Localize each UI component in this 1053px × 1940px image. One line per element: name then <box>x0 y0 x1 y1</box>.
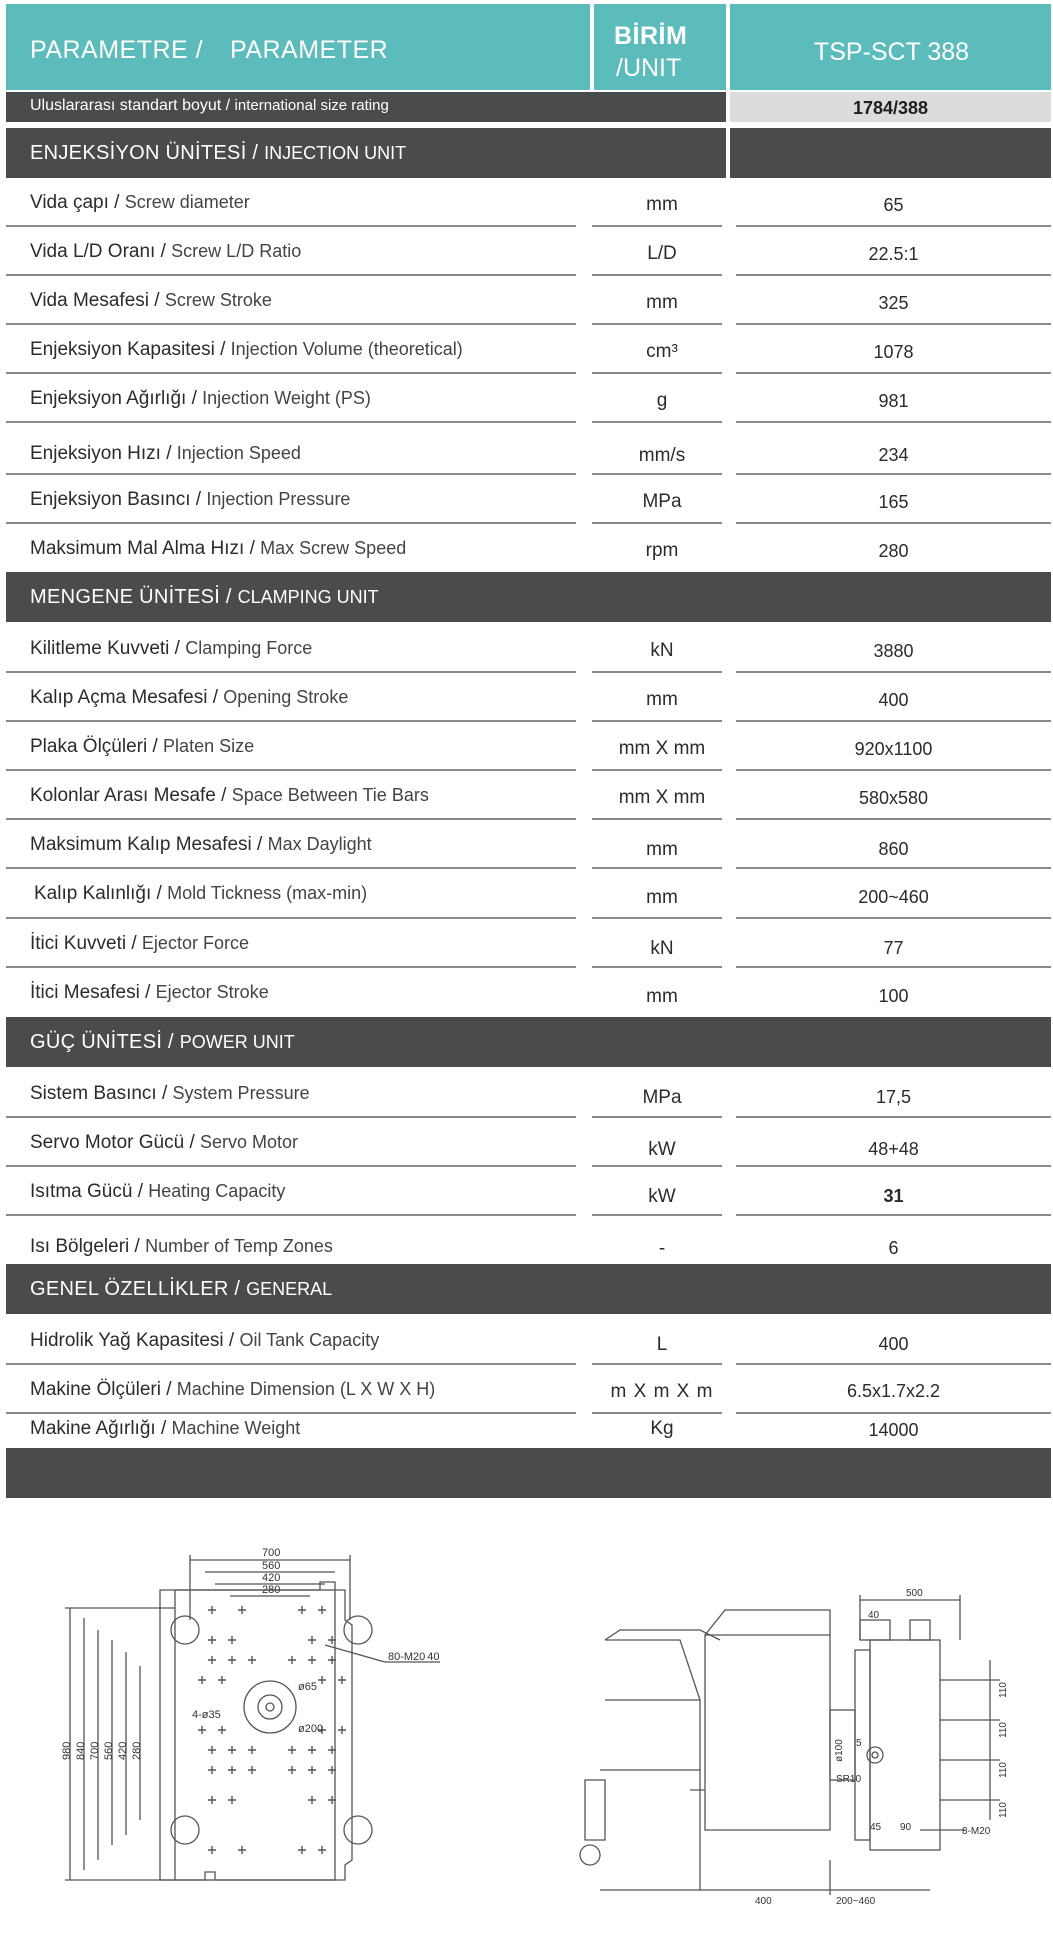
dim-110: 110 <box>998 1802 1009 1818</box>
dim-110: 110 <box>998 1722 1009 1738</box>
section-power: GÜÇ ÜNİTESİ / POWER UNIT <box>6 1017 1051 1067</box>
section-clamping: MENGENE ÜNİTESİ / CLAMPING UNIT <box>6 572 1051 622</box>
dim-280: 280 <box>262 1584 281 1596</box>
table-row: Makine Ölçüleri / Machine Dimension (L X W X H) m X m X m 6.5x1.7x2.2 <box>6 1365 1051 1414</box>
header-divider <box>590 4 594 90</box>
dim-840: 840 <box>75 1741 87 1760</box>
intl-size-label: Uluslararası standart boyut / international size rating <box>6 92 726 122</box>
table-footer-bar <box>6 1448 1051 1498</box>
dim-m20: 8-M20 <box>962 1826 991 1837</box>
table-row: Servo Motor Gücü / Servo Motor kW 48+48 <box>6 1118 1051 1167</box>
header-param-en: PARAMETER <box>230 36 389 64</box>
dim-h420: 420 <box>117 1741 129 1760</box>
dim-110: 110 <box>998 1682 1009 1698</box>
dim-d100: ø100 <box>834 1739 845 1762</box>
d200-label: ø200 <box>298 1723 324 1735</box>
table-row: İtici Kuvveti / Ejector Force kN 77 <box>6 919 1051 968</box>
table-row: Vida L/D Oranı / Screw L/D Ratio L/D 22.5:1 <box>6 227 1051 276</box>
dim-400: 400 <box>755 1896 772 1907</box>
table-row: Isıtma Gücü / Heating Capacity kW 31 <box>6 1167 1051 1216</box>
dim-h280: 280 <box>131 1741 143 1760</box>
table-row: Isı Bölgeleri / Number of Temp Zones - 6 <box>30 1236 899 1259</box>
dim-90: 90 <box>900 1822 912 1833</box>
d65-label: ø65 <box>298 1681 317 1693</box>
header-unit-tr: BİRİM <box>614 22 688 50</box>
platen-drawing <box>65 1555 440 1880</box>
intl-size-row <box>6 92 1051 122</box>
dim-110: 110 <box>998 1762 1009 1778</box>
dim-40: 40 <box>868 1610 880 1621</box>
table-header <box>6 4 1051 90</box>
table-row: Kolonlar Arası Mesafe / Space Between Tie Bars mm X mm 580x580 <box>6 771 1051 820</box>
dim-sr10: SR10 <box>836 1774 862 1785</box>
dim-700: 700 <box>262 1547 281 1559</box>
dim-200-460: 200~460 <box>836 1896 876 1907</box>
platen-holes <box>198 1606 346 1854</box>
table-row: Kalıp Kalınlığı / Mold Tickness (max-min) mm 200~460 <box>6 869 1051 919</box>
header-model: TSP-SCT 388 <box>813 38 970 66</box>
dim-45: 45 <box>870 1822 882 1833</box>
table-row: Enjeksiyon Basıncı / Injection Pressure MPa 165 <box>6 475 1051 524</box>
table-row: Maksimum Kalıp Mesafesi / Max Daylight mm 860 <box>6 820 1051 869</box>
dim-5: 5 <box>856 1738 862 1749</box>
table-row: Enjeksiyon Ağırlığı / Injection Weight (PS) g 981 <box>6 374 1051 423</box>
dim-500: 500 <box>906 1588 923 1599</box>
intl-size-value: 1784/388 <box>730 92 1051 122</box>
table-row: Vida Mesafesi / Screw Stroke mm 325 <box>6 276 1051 325</box>
table-row: Kilitleme Kuvveti / Clamping Force kN 3880 <box>6 624 1051 673</box>
section-general: GENEL ÖZELLİKLER / GENERAL <box>6 1264 1051 1314</box>
section-injection: ENJEKSİYON ÜNİTESİ / INJECTION UNIT <box>6 128 1051 178</box>
header-divider <box>726 4 730 90</box>
table-row: İtici Mesafesi / Ejector Stroke mm 100 <box>30 982 909 1007</box>
table-row: Sistem Basıncı / System Pressure MPa 17,5 <box>6 1069 1051 1118</box>
table-row: Vida çapı / Screw diameter mm 65 <box>6 178 1051 227</box>
header-unit-en: /UNIT <box>616 54 682 82</box>
table-row: Maksimum Mal Alma Hızı / Max Screw Speed rpm 280 <box>30 538 909 561</box>
dim-420: 420 <box>262 1572 281 1584</box>
dim-h560: 560 <box>103 1741 115 1760</box>
technical-drawings <box>0 1500 1053 1940</box>
table-row: Kalıp Açma Mesafesi / Opening Stroke mm 400 <box>6 673 1051 722</box>
header-param-tr: PARAMETRE / <box>30 36 204 64</box>
dim-560: 560 <box>262 1560 281 1572</box>
side-drawing <box>580 1595 1000 1895</box>
table-row: Makine Ağırlığı / Machine Weight Kg 14000 <box>30 1418 919 1440</box>
table-row: Plaka Ölçüleri / Platen Size mm X mm 920x1100 <box>6 722 1051 771</box>
bolts-label: 4-ø35 <box>192 1709 221 1721</box>
dim-h700: 700 <box>89 1741 101 1760</box>
dim-980: 980 <box>61 1741 73 1760</box>
table-row: Enjeksiyon Kapasitesi / Injection Volume (theoretical) cm³ 1078 <box>6 325 1051 374</box>
table-row: Enjeksiyon Hızı / Injection Speed mm/s 234 <box>6 423 1051 475</box>
table-row: Hidrolik Yağ Kapasitesi / Oil Tank Capacity L 400 <box>6 1316 1051 1365</box>
holes-label: 80-M20 40 <box>388 1651 440 1663</box>
